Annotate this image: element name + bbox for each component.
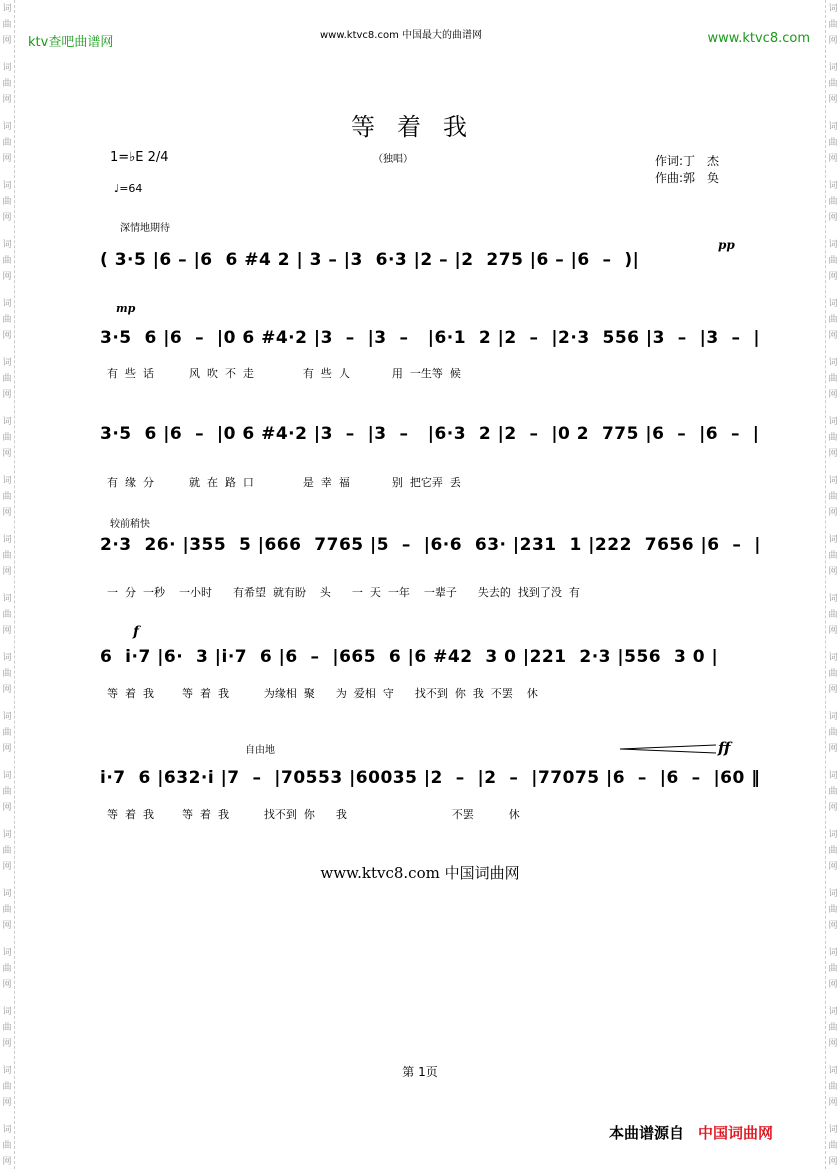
watermark-glyph: 词 <box>828 299 838 309</box>
watermark-glyph: 词 <box>828 63 838 73</box>
watermark-glyph: 曲 <box>828 787 838 797</box>
watermark-glyph: 网 <box>828 685 838 695</box>
footer-url: www.ktvc8.com 中国词曲网 <box>320 864 520 882</box>
watermark-glyph: 词 <box>828 653 838 663</box>
watermark-glyph: 网 <box>828 626 838 636</box>
watermark-glyph: 词 <box>2 4 12 14</box>
watermark-glyph: 曲 <box>828 728 838 738</box>
watermark-glyph: 词 <box>828 771 838 781</box>
watermark-glyph: 词 <box>828 417 838 427</box>
lyrics-line: 有 缘 分 就 在 路 口 是 幸 福 别 把它弄 丢 <box>107 476 461 489</box>
watermark-glyph: 词 <box>2 1125 12 1135</box>
page-number: 第 1页 <box>402 1065 438 1079</box>
watermark-glyph: 曲 <box>828 964 838 974</box>
watermark-glyph: 曲 <box>2 79 12 89</box>
notation-line: ( 3·5 |6 – |6 6 #4 2 | 3 – |3 6·3 |2 – |2 275 |6 – |6 – )| <box>100 250 640 270</box>
watermark-glyph: 网 <box>828 803 838 813</box>
watermark-glyph: 曲 <box>2 728 12 738</box>
watermark-glyph: 词 <box>2 240 12 250</box>
watermark-glyph: 曲 <box>2 551 12 561</box>
dynamic-mp: mp <box>116 302 136 315</box>
notation-line: i·7 6 |632·i |7 – |70553 |60035 |2 – |2 – |77075 |6 – |6 – |60 ‖ <box>100 768 761 788</box>
notation-line: 3·5 6 |6 – |0 6 #4·2 |3 – |3 – |6·1 2 |2 – |2·3 556 |3 – |3 – | <box>100 328 761 348</box>
watermark-glyph: 网 <box>2 626 12 636</box>
watermark-glyph: 网 <box>828 862 838 872</box>
watermark-glyph: 词 <box>2 358 12 368</box>
watermark-glyph: 网 <box>828 95 838 105</box>
watermark-glyph: 曲 <box>2 433 12 443</box>
watermark-glyph: 曲 <box>828 610 838 620</box>
lyrics-line: 有 些 话 风 吹 不 走 有 些 人 用 一生等 候 <box>107 367 461 380</box>
watermark-glyph: 曲 <box>828 79 838 89</box>
watermark-glyph: 曲 <box>828 138 838 148</box>
watermark-glyph: 曲 <box>2 138 12 148</box>
watermark-glyph: 曲 <box>2 846 12 856</box>
lyricist-credit: 作词:丁 杰 <box>655 154 720 168</box>
header-left-site: ktv查吧曲谱网 <box>28 35 114 50</box>
watermark-glyph: 网 <box>828 390 838 400</box>
right-watermark-strip <box>825 0 840 1169</box>
watermark-glyph: 词 <box>828 181 838 191</box>
watermark-glyph: 词 <box>828 948 838 958</box>
watermark-glyph: 词 <box>828 712 838 722</box>
watermark-glyph: 词 <box>828 4 838 14</box>
watermark-glyph: 曲 <box>828 846 838 856</box>
left-watermark-strip <box>0 0 15 1169</box>
watermark-glyph: 词 <box>2 181 12 191</box>
dynamic-ff: ff <box>718 739 731 757</box>
watermark-glyph: 曲 <box>828 551 838 561</box>
crescendo-hairpin <box>620 744 716 754</box>
watermark-glyph: 网 <box>828 213 838 223</box>
watermark-glyph: 词 <box>828 476 838 486</box>
watermark-glyph: 词 <box>2 1066 12 1076</box>
watermark-glyph: 曲 <box>2 492 12 502</box>
dynamic-pp: pp <box>718 238 735 252</box>
notation-line: 2·3 26· |355 5 |666 7765 |5 – |6·6 63· |231 1 |222 7656 |6 – | <box>100 535 761 555</box>
header-right-site: www.ktvc8.com <box>707 31 810 46</box>
watermark-glyph: 网 <box>2 1157 12 1167</box>
notation-line: 6 i·7 |6· 3 |i·7 6 |6 – |665 6 |6 #42 3 0 |221 2·3 |556 3 0 | <box>100 647 719 667</box>
watermark-glyph: 词 <box>2 63 12 73</box>
watermark-glyph: 曲 <box>2 669 12 679</box>
source-credit <box>609 1122 773 1143</box>
watermark-glyph: 网 <box>2 390 12 400</box>
watermark-glyph: 曲 <box>828 197 838 207</box>
watermark-glyph: 网 <box>828 449 838 459</box>
watermark-glyph: 曲 <box>828 492 838 502</box>
watermark-glyph: 词 <box>828 122 838 132</box>
composer-credit: 作曲:郭 奂 <box>655 171 720 185</box>
watermark-glyph: 网 <box>828 272 838 282</box>
watermark-glyph: 网 <box>2 803 12 813</box>
watermark-glyph: 曲 <box>828 905 838 915</box>
watermark-glyph: 曲 <box>2 256 12 266</box>
watermark-glyph: 网 <box>828 1039 838 1049</box>
watermark-glyph: 网 <box>2 213 12 223</box>
expression-intro: 深情地期待 <box>120 223 170 234</box>
lyrics-line: 等 着 我 等 着 我 找不到 你 我 不罢 休 <box>107 808 520 821</box>
watermark-glyph: 词 <box>2 535 12 545</box>
watermark-glyph: 词 <box>828 240 838 250</box>
source-site: 中国词曲网 <box>698 1124 774 1142</box>
watermark-glyph: 词 <box>828 1066 838 1076</box>
watermark-glyph: 曲 <box>828 669 838 679</box>
watermark-glyph: 网 <box>2 36 12 46</box>
watermark-glyph: 网 <box>828 744 838 754</box>
watermark-glyph: 曲 <box>2 1082 12 1092</box>
watermark-glyph: 网 <box>2 862 12 872</box>
watermark-glyph: 网 <box>828 36 838 46</box>
watermark-glyph: 网 <box>828 508 838 518</box>
watermark-glyph: 曲 <box>828 1023 838 1033</box>
watermark-glyph: 曲 <box>2 964 12 974</box>
watermark-glyph: 词 <box>2 417 12 427</box>
watermark-glyph: 网 <box>2 449 12 459</box>
watermark-glyph: 曲 <box>2 610 12 620</box>
watermark-glyph: 词 <box>828 1125 838 1135</box>
watermark-glyph: 网 <box>2 921 12 931</box>
watermark-glyph: 词 <box>2 948 12 958</box>
expression-free: 自由地 <box>245 745 275 756</box>
watermark-glyph: 词 <box>2 830 12 840</box>
watermark-glyph: 曲 <box>828 256 838 266</box>
watermark-glyph: 曲 <box>2 20 12 30</box>
watermark-glyph: 曲 <box>828 315 838 325</box>
watermark-glyph: 曲 <box>2 1141 12 1151</box>
key-signature: 1=♭E 2/4 <box>110 150 169 165</box>
watermark-glyph: 网 <box>828 154 838 164</box>
tempo-marking: ♩=64 <box>114 182 143 195</box>
watermark-glyph: 词 <box>828 535 838 545</box>
watermark-glyph: 曲 <box>828 1141 838 1151</box>
watermark-glyph: 网 <box>828 1157 838 1167</box>
watermark-glyph: 网 <box>2 95 12 105</box>
watermark-glyph: 网 <box>2 1098 12 1108</box>
watermark-glyph: 词 <box>828 889 838 899</box>
watermark-glyph: 词 <box>2 594 12 604</box>
lyrics-line: 等 着 我 等 着 我 为缘相 聚 为 爱相 守 找不到 你 我 不罢 休 <box>107 687 538 700</box>
dynamic-f: f <box>133 624 140 640</box>
watermark-glyph: 网 <box>2 567 12 577</box>
watermark-glyph: 词 <box>2 299 12 309</box>
watermark-glyph: 曲 <box>2 197 12 207</box>
watermark-glyph: 词 <box>828 1007 838 1017</box>
watermark-glyph: 词 <box>2 653 12 663</box>
watermark-glyph: 网 <box>828 567 838 577</box>
header-center-text: www.ktvc8.com 中国最大的曲谱网 <box>320 30 483 41</box>
source-text: 本曲谱源自 <box>609 1124 685 1142</box>
watermark-glyph: 词 <box>2 771 12 781</box>
watermark-glyph: 网 <box>2 508 12 518</box>
watermark-glyph: 网 <box>2 331 12 341</box>
watermark-glyph: 网 <box>828 980 838 990</box>
watermark-glyph: 网 <box>828 331 838 341</box>
watermark-glyph: 词 <box>2 712 12 722</box>
watermark-glyph: 曲 <box>2 1023 12 1033</box>
watermark-glyph: 曲 <box>828 1082 838 1092</box>
watermark-glyph: 词 <box>2 1007 12 1017</box>
watermark-glyph: 曲 <box>2 787 12 797</box>
watermark-glyph: 曲 <box>2 374 12 384</box>
notation-line: 3·5 6 |6 – |0 6 #4·2 |3 – |3 – |6·3 2 |2 – |0 2 775 |6 – |6 – | <box>100 424 760 444</box>
song-title: 等着我 <box>351 113 489 141</box>
watermark-glyph: 曲 <box>2 905 12 915</box>
watermark-glyph: 网 <box>2 1039 12 1049</box>
watermark-glyph: 词 <box>2 476 12 486</box>
performance-note: （独唱） <box>373 154 413 165</box>
lyrics-line: 一 分 一秒 一小时 有希望 就有盼 头 一 天 一年 一辈子 失去的 找到了没 有 <box>107 586 580 599</box>
watermark-glyph: 曲 <box>828 433 838 443</box>
watermark-glyph: 词 <box>2 889 12 899</box>
watermark-glyph: 曲 <box>828 20 838 30</box>
expression-section2: 较前稍快 <box>110 519 150 530</box>
watermark-glyph: 网 <box>2 980 12 990</box>
watermark-glyph: 曲 <box>2 315 12 325</box>
watermark-glyph: 网 <box>2 685 12 695</box>
watermark-glyph: 词 <box>828 830 838 840</box>
watermark-glyph: 网 <box>2 154 12 164</box>
watermark-glyph: 网 <box>2 744 12 754</box>
watermark-glyph: 网 <box>828 1098 838 1108</box>
watermark-glyph: 词 <box>828 594 838 604</box>
watermark-glyph: 词 <box>2 122 12 132</box>
watermark-glyph: 网 <box>828 921 838 931</box>
watermark-glyph: 词 <box>828 358 838 368</box>
watermark-glyph: 网 <box>2 272 12 282</box>
watermark-glyph: 曲 <box>828 374 838 384</box>
